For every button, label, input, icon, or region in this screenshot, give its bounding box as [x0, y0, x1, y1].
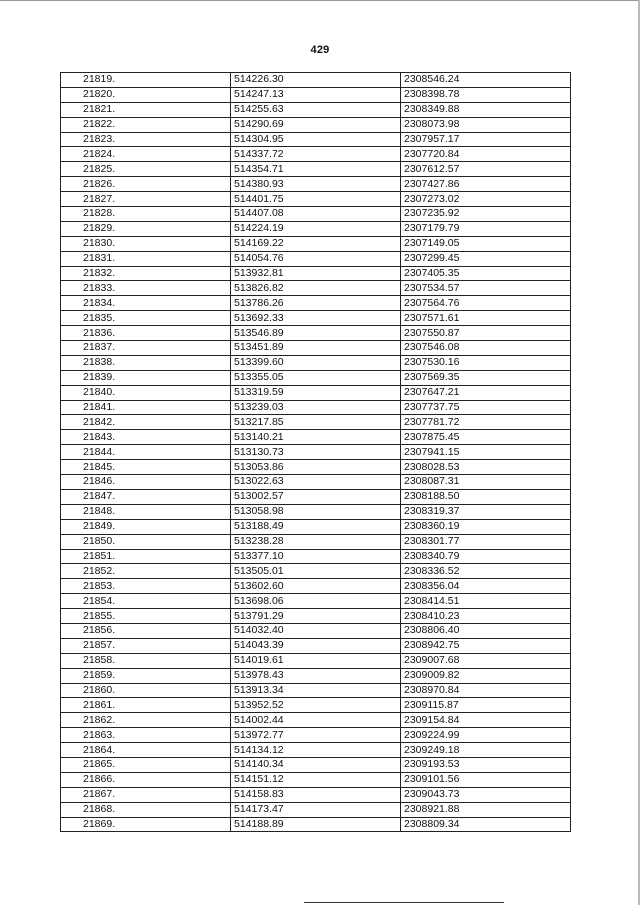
northing-cell: 2309115.87	[401, 698, 571, 713]
table-row	[61, 534, 571, 549]
easting-cell: 513913.34	[231, 683, 401, 698]
easting-cell: 514290.69	[231, 117, 401, 132]
table-row	[61, 489, 571, 504]
table-row	[61, 147, 571, 162]
table-row	[61, 370, 571, 385]
point-number-cell: 21849.	[61, 519, 231, 534]
easting-cell: 513972.77	[231, 728, 401, 743]
point-number-cell: 21855.	[61, 609, 231, 624]
northing-cell: 2307647.21	[401, 385, 571, 400]
easting-cell: 513140.21	[231, 430, 401, 445]
easting-cell: 513932.81	[231, 266, 401, 281]
coordinates-table	[60, 72, 571, 832]
northing-cell: 2308921.88	[401, 802, 571, 817]
easting-cell: 513602.60	[231, 579, 401, 594]
easting-cell: 513130.73	[231, 445, 401, 460]
easting-cell: 513791.29	[231, 609, 401, 624]
table-row	[61, 653, 571, 668]
northing-cell: 2307405.35	[401, 266, 571, 281]
table-row	[61, 460, 571, 475]
point-number-cell: 21861.	[61, 698, 231, 713]
easting-cell: 514380.93	[231, 177, 401, 192]
table-row	[61, 385, 571, 400]
easting-cell: 513355.05	[231, 370, 401, 385]
table-row	[61, 817, 571, 832]
easting-cell: 513692.33	[231, 311, 401, 326]
northing-cell: 2309009.82	[401, 668, 571, 683]
easting-cell: 514407.08	[231, 207, 401, 222]
easting-cell: 514337.72	[231, 147, 401, 162]
northing-cell: 2308356.04	[401, 579, 571, 594]
point-number-cell: 21865.	[61, 757, 231, 772]
table-row	[61, 623, 571, 638]
easting-cell: 513238.28	[231, 534, 401, 549]
point-number-cell: 21833.	[61, 281, 231, 296]
point-number-cell: 21846.	[61, 475, 231, 490]
table-row	[61, 728, 571, 743]
point-number-cell: 21827.	[61, 192, 231, 207]
northing-cell: 2308336.52	[401, 564, 571, 579]
northing-cell: 2307569.35	[401, 370, 571, 385]
table-row	[61, 102, 571, 117]
northing-cell: 2307941.15	[401, 445, 571, 460]
point-number-cell: 21839.	[61, 370, 231, 385]
northing-cell: 2308188.50	[401, 489, 571, 504]
table-row	[61, 668, 571, 683]
easting-cell: 513053.86	[231, 460, 401, 475]
easting-cell: 514304.95	[231, 132, 401, 147]
table-row	[61, 177, 571, 192]
northing-cell: 2308806.40	[401, 623, 571, 638]
point-number-cell: 21856.	[61, 623, 231, 638]
table-row	[61, 564, 571, 579]
northing-cell: 2309101.56	[401, 772, 571, 787]
point-number-cell: 21848.	[61, 504, 231, 519]
easting-cell: 513952.52	[231, 698, 401, 713]
table-row	[61, 787, 571, 802]
easting-cell: 514354.71	[231, 162, 401, 177]
point-number-cell: 21823.	[61, 132, 231, 147]
point-number-cell: 21860.	[61, 683, 231, 698]
table-row	[61, 87, 571, 102]
northing-cell: 2308410.23	[401, 609, 571, 624]
northing-cell: 2308360.19	[401, 519, 571, 534]
table-row	[61, 757, 571, 772]
table-row	[61, 311, 571, 326]
table-row	[61, 266, 571, 281]
point-number-cell: 21859.	[61, 668, 231, 683]
table-row	[61, 132, 571, 147]
easting-cell: 513319.59	[231, 385, 401, 400]
northing-cell: 2307781.72	[401, 415, 571, 430]
northing-cell: 2307546.08	[401, 341, 571, 356]
northing-cell: 2308349.88	[401, 102, 571, 117]
easting-cell: 513217.85	[231, 415, 401, 430]
point-number-cell: 21864.	[61, 743, 231, 758]
northing-cell: 2308970.84	[401, 683, 571, 698]
point-number-cell: 21840.	[61, 385, 231, 400]
point-number-cell: 21820.	[61, 87, 231, 102]
table-row	[61, 355, 571, 370]
point-number-cell: 21854.	[61, 594, 231, 609]
coordinates-table-body	[61, 73, 571, 832]
table-row	[61, 73, 571, 88]
point-number-cell: 21822.	[61, 117, 231, 132]
point-number-cell: 21862.	[61, 713, 231, 728]
point-number-cell: 21825.	[61, 162, 231, 177]
easting-cell: 514151.12	[231, 772, 401, 787]
table-row	[61, 549, 571, 564]
easting-cell: 514188.89	[231, 817, 401, 832]
northing-cell: 2309224.99	[401, 728, 571, 743]
easting-cell: 513002.57	[231, 489, 401, 504]
table-row	[61, 192, 571, 207]
point-number-cell: 21845.	[61, 460, 231, 475]
point-number-cell: 21844.	[61, 445, 231, 460]
easting-cell: 513399.60	[231, 355, 401, 370]
northing-cell: 2308340.79	[401, 549, 571, 564]
northing-cell: 2308546.24	[401, 73, 571, 88]
page-top-edge	[0, 0, 640, 1]
table-row	[61, 221, 571, 236]
northing-cell: 2307149.05	[401, 236, 571, 251]
northing-cell: 2309193.53	[401, 757, 571, 772]
northing-cell: 2307534.57	[401, 281, 571, 296]
easting-cell: 514224.19	[231, 221, 401, 236]
northing-cell: 2308087.31	[401, 475, 571, 490]
northing-cell: 2307235.92	[401, 207, 571, 222]
point-number-cell: 21835.	[61, 311, 231, 326]
easting-cell: 514032.40	[231, 623, 401, 638]
point-number-cell: 21843.	[61, 430, 231, 445]
easting-cell: 514255.63	[231, 102, 401, 117]
point-number-cell: 21850.	[61, 534, 231, 549]
easting-cell: 513377.10	[231, 549, 401, 564]
point-number-cell: 21851.	[61, 549, 231, 564]
table-row	[61, 281, 571, 296]
point-number-cell: 21852.	[61, 564, 231, 579]
easting-cell: 513698.06	[231, 594, 401, 609]
northing-cell: 2308301.77	[401, 534, 571, 549]
easting-cell: 513239.03	[231, 400, 401, 415]
table-row	[61, 609, 571, 624]
easting-cell: 514002.44	[231, 713, 401, 728]
table-row	[61, 698, 571, 713]
northing-cell: 2309154.84	[401, 713, 571, 728]
table-row	[61, 251, 571, 266]
point-number-cell: 21836.	[61, 326, 231, 341]
easting-cell: 513978.43	[231, 668, 401, 683]
easting-cell: 514054.76	[231, 251, 401, 266]
table-row	[61, 713, 571, 728]
point-number-cell: 21821.	[61, 102, 231, 117]
table-row	[61, 743, 571, 758]
easting-cell: 514169.22	[231, 236, 401, 251]
northing-cell: 2307427.86	[401, 177, 571, 192]
point-number-cell: 21829.	[61, 221, 231, 236]
northing-cell: 2307273.02	[401, 192, 571, 207]
point-number-cell: 21858.	[61, 653, 231, 668]
point-number-cell: 21838.	[61, 355, 231, 370]
easting-cell: 514043.39	[231, 638, 401, 653]
northing-cell: 2307299.45	[401, 251, 571, 266]
point-number-cell: 21834.	[61, 296, 231, 311]
table-row	[61, 162, 571, 177]
easting-cell: 514226.30	[231, 73, 401, 88]
table-row	[61, 445, 571, 460]
point-number-cell: 21847.	[61, 489, 231, 504]
point-number-cell: 21841.	[61, 400, 231, 415]
point-number-cell: 21831.	[61, 251, 231, 266]
table-row	[61, 802, 571, 817]
table-row	[61, 594, 571, 609]
table-row	[61, 683, 571, 698]
point-number-cell: 21824.	[61, 147, 231, 162]
northing-cell: 2309043.73	[401, 787, 571, 802]
table-row	[61, 638, 571, 653]
table-row	[61, 504, 571, 519]
northing-cell: 2307571.61	[401, 311, 571, 326]
northing-cell: 2308319.37	[401, 504, 571, 519]
point-number-cell: 21837.	[61, 341, 231, 356]
northing-cell: 2307720.84	[401, 147, 571, 162]
easting-cell: 513022.63	[231, 475, 401, 490]
easting-cell: 513786.26	[231, 296, 401, 311]
point-number-cell: 21863.	[61, 728, 231, 743]
easting-cell: 514158.83	[231, 787, 401, 802]
table-row	[61, 326, 571, 341]
easting-cell: 514173.47	[231, 802, 401, 817]
point-number-cell: 21866.	[61, 772, 231, 787]
point-number-cell: 21869.	[61, 817, 231, 832]
table-row	[61, 430, 571, 445]
point-number-cell: 21819.	[61, 73, 231, 88]
northing-cell: 2308414.51	[401, 594, 571, 609]
point-number-cell: 21830.	[61, 236, 231, 251]
table-row	[61, 296, 571, 311]
point-number-cell: 21832.	[61, 266, 231, 281]
table-row	[61, 207, 571, 222]
easting-cell: 513058.98	[231, 504, 401, 519]
northing-cell: 2308942.75	[401, 638, 571, 653]
northing-cell: 2308028.53	[401, 460, 571, 475]
easting-cell: 513546.89	[231, 326, 401, 341]
table-row	[61, 236, 571, 251]
northing-cell: 2307179.79	[401, 221, 571, 236]
table-row	[61, 772, 571, 787]
easting-cell: 513188.49	[231, 519, 401, 534]
northing-cell: 2307737.75	[401, 400, 571, 415]
table-row	[61, 341, 571, 356]
northing-cell: 2307957.17	[401, 132, 571, 147]
table-row	[61, 117, 571, 132]
northing-cell: 2308073.98	[401, 117, 571, 132]
table-row	[61, 519, 571, 534]
easting-cell: 514134.12	[231, 743, 401, 758]
table-row	[61, 415, 571, 430]
northing-cell: 2308398.78	[401, 87, 571, 102]
point-number-cell: 21826.	[61, 177, 231, 192]
easting-cell: 514140.34	[231, 757, 401, 772]
point-number-cell: 21868.	[61, 802, 231, 817]
easting-cell: 514247.13	[231, 87, 401, 102]
northing-cell: 2307612.57	[401, 162, 571, 177]
point-number-cell: 21853.	[61, 579, 231, 594]
point-number-cell: 21867.	[61, 787, 231, 802]
easting-cell: 514401.75	[231, 192, 401, 207]
easting-cell: 513826.82	[231, 281, 401, 296]
northing-cell: 2307875.45	[401, 430, 571, 445]
point-number-cell: 21857.	[61, 638, 231, 653]
point-number-cell: 21842.	[61, 415, 231, 430]
easting-cell: 514019.61	[231, 653, 401, 668]
bottom-edge-line	[304, 902, 504, 903]
northing-cell: 2308809.34	[401, 817, 571, 832]
northing-cell: 2307550.87	[401, 326, 571, 341]
table-row	[61, 475, 571, 490]
northing-cell: 2307564.76	[401, 296, 571, 311]
easting-cell: 513505.01	[231, 564, 401, 579]
northing-cell: 2309249.18	[401, 743, 571, 758]
point-number-cell: 21828.	[61, 207, 231, 222]
table-row	[61, 400, 571, 415]
easting-cell: 513451.89	[231, 341, 401, 356]
table-row	[61, 579, 571, 594]
page-number: 429	[310, 44, 330, 56]
northing-cell: 2309007.68	[401, 653, 571, 668]
northing-cell: 2307530.16	[401, 355, 571, 370]
